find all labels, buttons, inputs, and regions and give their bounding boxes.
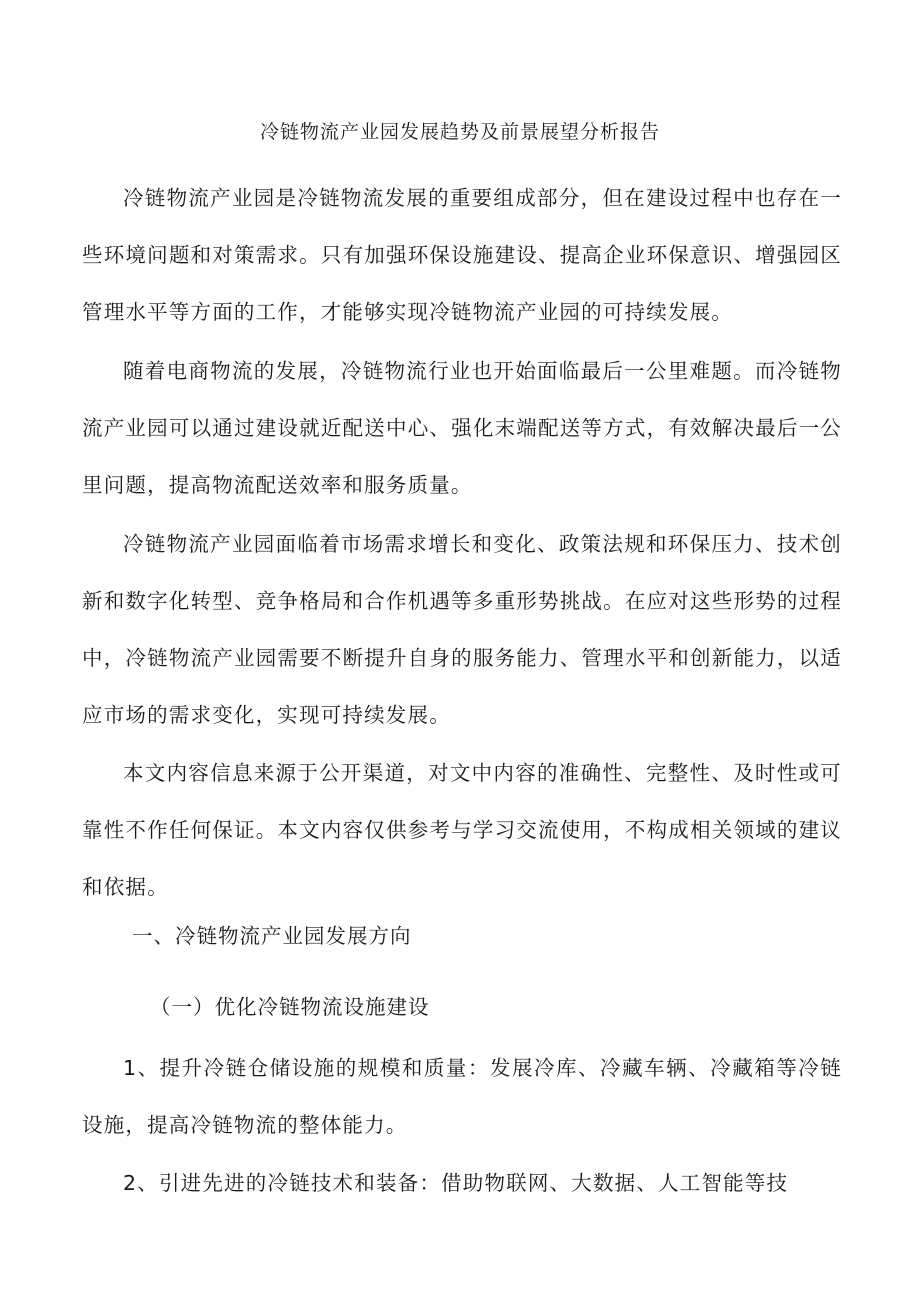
paragraph-challenges: 冷链物流产业园面临着市场需求增长和变化、政策法规和环保压力、技术创新和数字化转型、竞争格局和合作机遇等多重形势挑战。在应对这些形势的过程中，冷链物流产业园需要不断提升自身的服务能力、管理水平和创新能力，以适应市场的需求变化，实现可持续发展。	[82, 532, 842, 727]
paragraph-last-mile: 随着电商物流的发展，冷链物流行业也开始面临最后一公里难题。而冷链物流产业园可以通过建设就近配送中心、强化末端配送等方式，有效解决最后一公里问题，提高物流配送效率和服务质量。	[82, 359, 842, 497]
list-item: 2、引进先进的冷链技术和装备：借助物联网、大数据、人工智能等技	[123, 1171, 789, 1195]
paragraph-intro: 冷链物流产业园是冷链物流发展的重要组成部分，但在建设过程中也存在一些环境问题和对策需求。只有加强环保设施建设、提高企业环保意识、增强园区管理水平等方面的工作，才能够实现冷链物流产业园的可持续发展。	[82, 186, 842, 324]
paragraph-disclaimer: 本文内容信息来源于公开渠道，对文中内容的准确性、完整性、及时性或可靠性不作任何保证。本文内容仅供参考与学习交流使用，不构成相关领域的建议和依据。	[82, 761, 842, 899]
list-item: 1、提升冷链仓储设施的规模和质量：发展冷库、冷藏车辆、冷藏箱等冷链设施，提高冷链物流的整体能力。	[82, 1056, 842, 1137]
subsection-heading: （一）优化冷链物流设施建设	[150, 995, 430, 1019]
document-title: 冷链物流产业园发展趋势及前景展望分析报告	[259, 121, 660, 143]
section-heading: 一、冷链物流产业园发展方向	[132, 924, 412, 948]
